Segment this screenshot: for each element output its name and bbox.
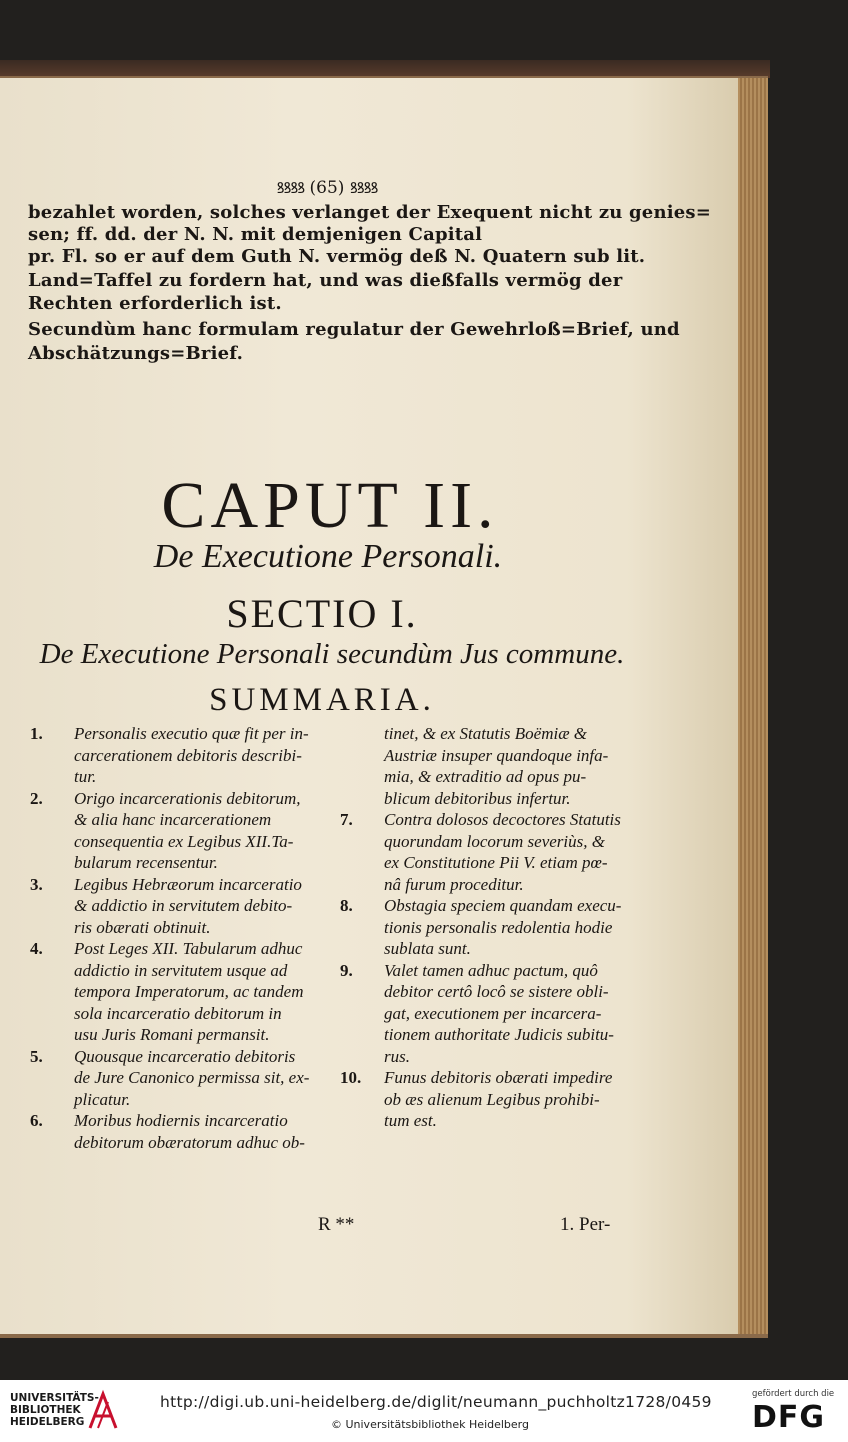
footer-bar (0, 1380, 848, 1442)
summary-item (340, 895, 632, 960)
summary-text: tinet, & ex Statutis Boëmiæ & Austriæ insuper quandoque infa- mia, & extraditio ad opus pu- blicum debitoribus infertur. (384, 724, 609, 808)
summary-text: Personalis executio quæ fit per in- carcerationem debitoris describi- tur. (74, 724, 309, 786)
permalink-url[interactable]: http://digi.ub.uni-heidelberg.de/diglit/neumann_puchholtz1728/0459 (160, 1393, 712, 1411)
library-logo-icon (86, 1388, 120, 1432)
summary-text: Quousque incarceratio debitoris de Jure Canonico permissa sit, ex- plicatur. (74, 1046, 310, 1109)
summary-text: Post Leges XII. Tabularum adhuc addictio in servitutem usque ad tempora Imperatorum, ac tandem sola incarceratio debitorum in usu Juris Romani permansit. (74, 939, 304, 1044)
summary-number: 9. (340, 960, 353, 980)
summary-item (30, 1046, 330, 1111)
summary-text: Funus debitoris obærati impedire ob æs alienum Legibus prohibi- tum est. (384, 1068, 613, 1130)
caput-subtitle: De Executione Personali. (153, 538, 503, 575)
summaria-left-column (30, 723, 330, 1153)
summaria-title: SUMMARIA. (209, 682, 435, 718)
summary-text: Contra dolosos decoctores Statutis quorundam locorum severiùs, & ex Constitutione Pii V. etiam pœ- nâ furum proceditur. (384, 810, 621, 894)
body-line-2: sen; ff. dd. der N. N. mit demjenigen Capital (28, 224, 483, 245)
summary-number: 3. (30, 874, 43, 894)
summary-text: Valet tamen adhuc pactum, quô debitor certô locô se sistere obli- gat, executionem per incarcera- tionem authoritate Judicis subitu- rus. (384, 960, 614, 1066)
body-line-1: bezahlet worden, solches verlanget der Exequent nicht zu genies= (28, 202, 712, 223)
summary-text: Origo incarcerationis debitorum, & alia hanc incarcerationem consequentia ex Legibus XII.Ta- bularum recensentur. (74, 788, 301, 872)
summary-item (30, 1110, 330, 1153)
body-line-6: Secundùm hanc formulam regulatur der Gewehrloß=Brief, und (28, 319, 680, 340)
copyright-notice: © Universitätsbibliothek Heidelberg (330, 1418, 529, 1431)
summary-item (30, 938, 330, 1046)
summary-number: 5. (30, 1046, 43, 1066)
summary-number: 7. (340, 810, 353, 829)
sectio-subtitle: De Executione Personali secundùm Jus commune. (39, 638, 625, 670)
summary-number: 10. (340, 1068, 362, 1087)
body-line-3: pr. Fl. so er auf dem Guth N. vermög deß N. Quatern sub lit. (28, 246, 646, 267)
summary-item (340, 723, 632, 809)
summary-text: Obstagia speciem quandam execu- tionis personalis redolentia hodie sublata sunt. (384, 896, 622, 958)
body-line-4: Land=Taffel zu fordern hat, und was dießfalls vermög der (28, 270, 623, 291)
sectio-title: SECTIO I. (226, 591, 418, 636)
page-header (232, 178, 422, 198)
dfg-logo: DFG (752, 1400, 826, 1435)
summary-number: 6. (30, 1111, 43, 1130)
library-name: UNIVERSITÄTS- BIBLIOTHEK HEIDELBERG (10, 1392, 99, 1428)
summary-number: 2. (30, 788, 43, 808)
body-line-7: Abschätzungs=Brief. (28, 343, 244, 364)
summary-number: 1. (30, 724, 43, 743)
summary-number: 8. (340, 896, 353, 915)
caput-title: CAPUT II. (161, 469, 499, 542)
funding-note: gefördert durch die (752, 1389, 835, 1399)
summary-item (30, 788, 330, 874)
header-ornament-left: ꝸꝸꝸꝸ (276, 179, 305, 197)
summary-item (340, 1067, 632, 1132)
summary-text: Legibus Hebræorum incarceratio & addictio in servitutem debito- ris obærati obtinuit. (74, 874, 302, 937)
summary-item (30, 723, 330, 788)
page-fore-edge (738, 78, 768, 1334)
summary-item (340, 960, 632, 1068)
page-number: (65) (309, 178, 345, 198)
summary-text: Moribus hodiernis incarceratio debitorum obæratorum adhuc ob- (74, 1111, 305, 1152)
summary-item (340, 809, 632, 895)
signature-mark: R ** (318, 1214, 355, 1235)
summaria-right-column (340, 723, 632, 1132)
book-page (0, 78, 738, 1334)
summary-item (30, 874, 330, 939)
body-line-5: Rechten erforderlich ist. (28, 293, 282, 314)
catchword: 1. Per- (560, 1214, 611, 1235)
summary-number: 4. (30, 939, 43, 958)
header-ornament-right: ꝸꝸꝸꝸ (349, 179, 378, 197)
